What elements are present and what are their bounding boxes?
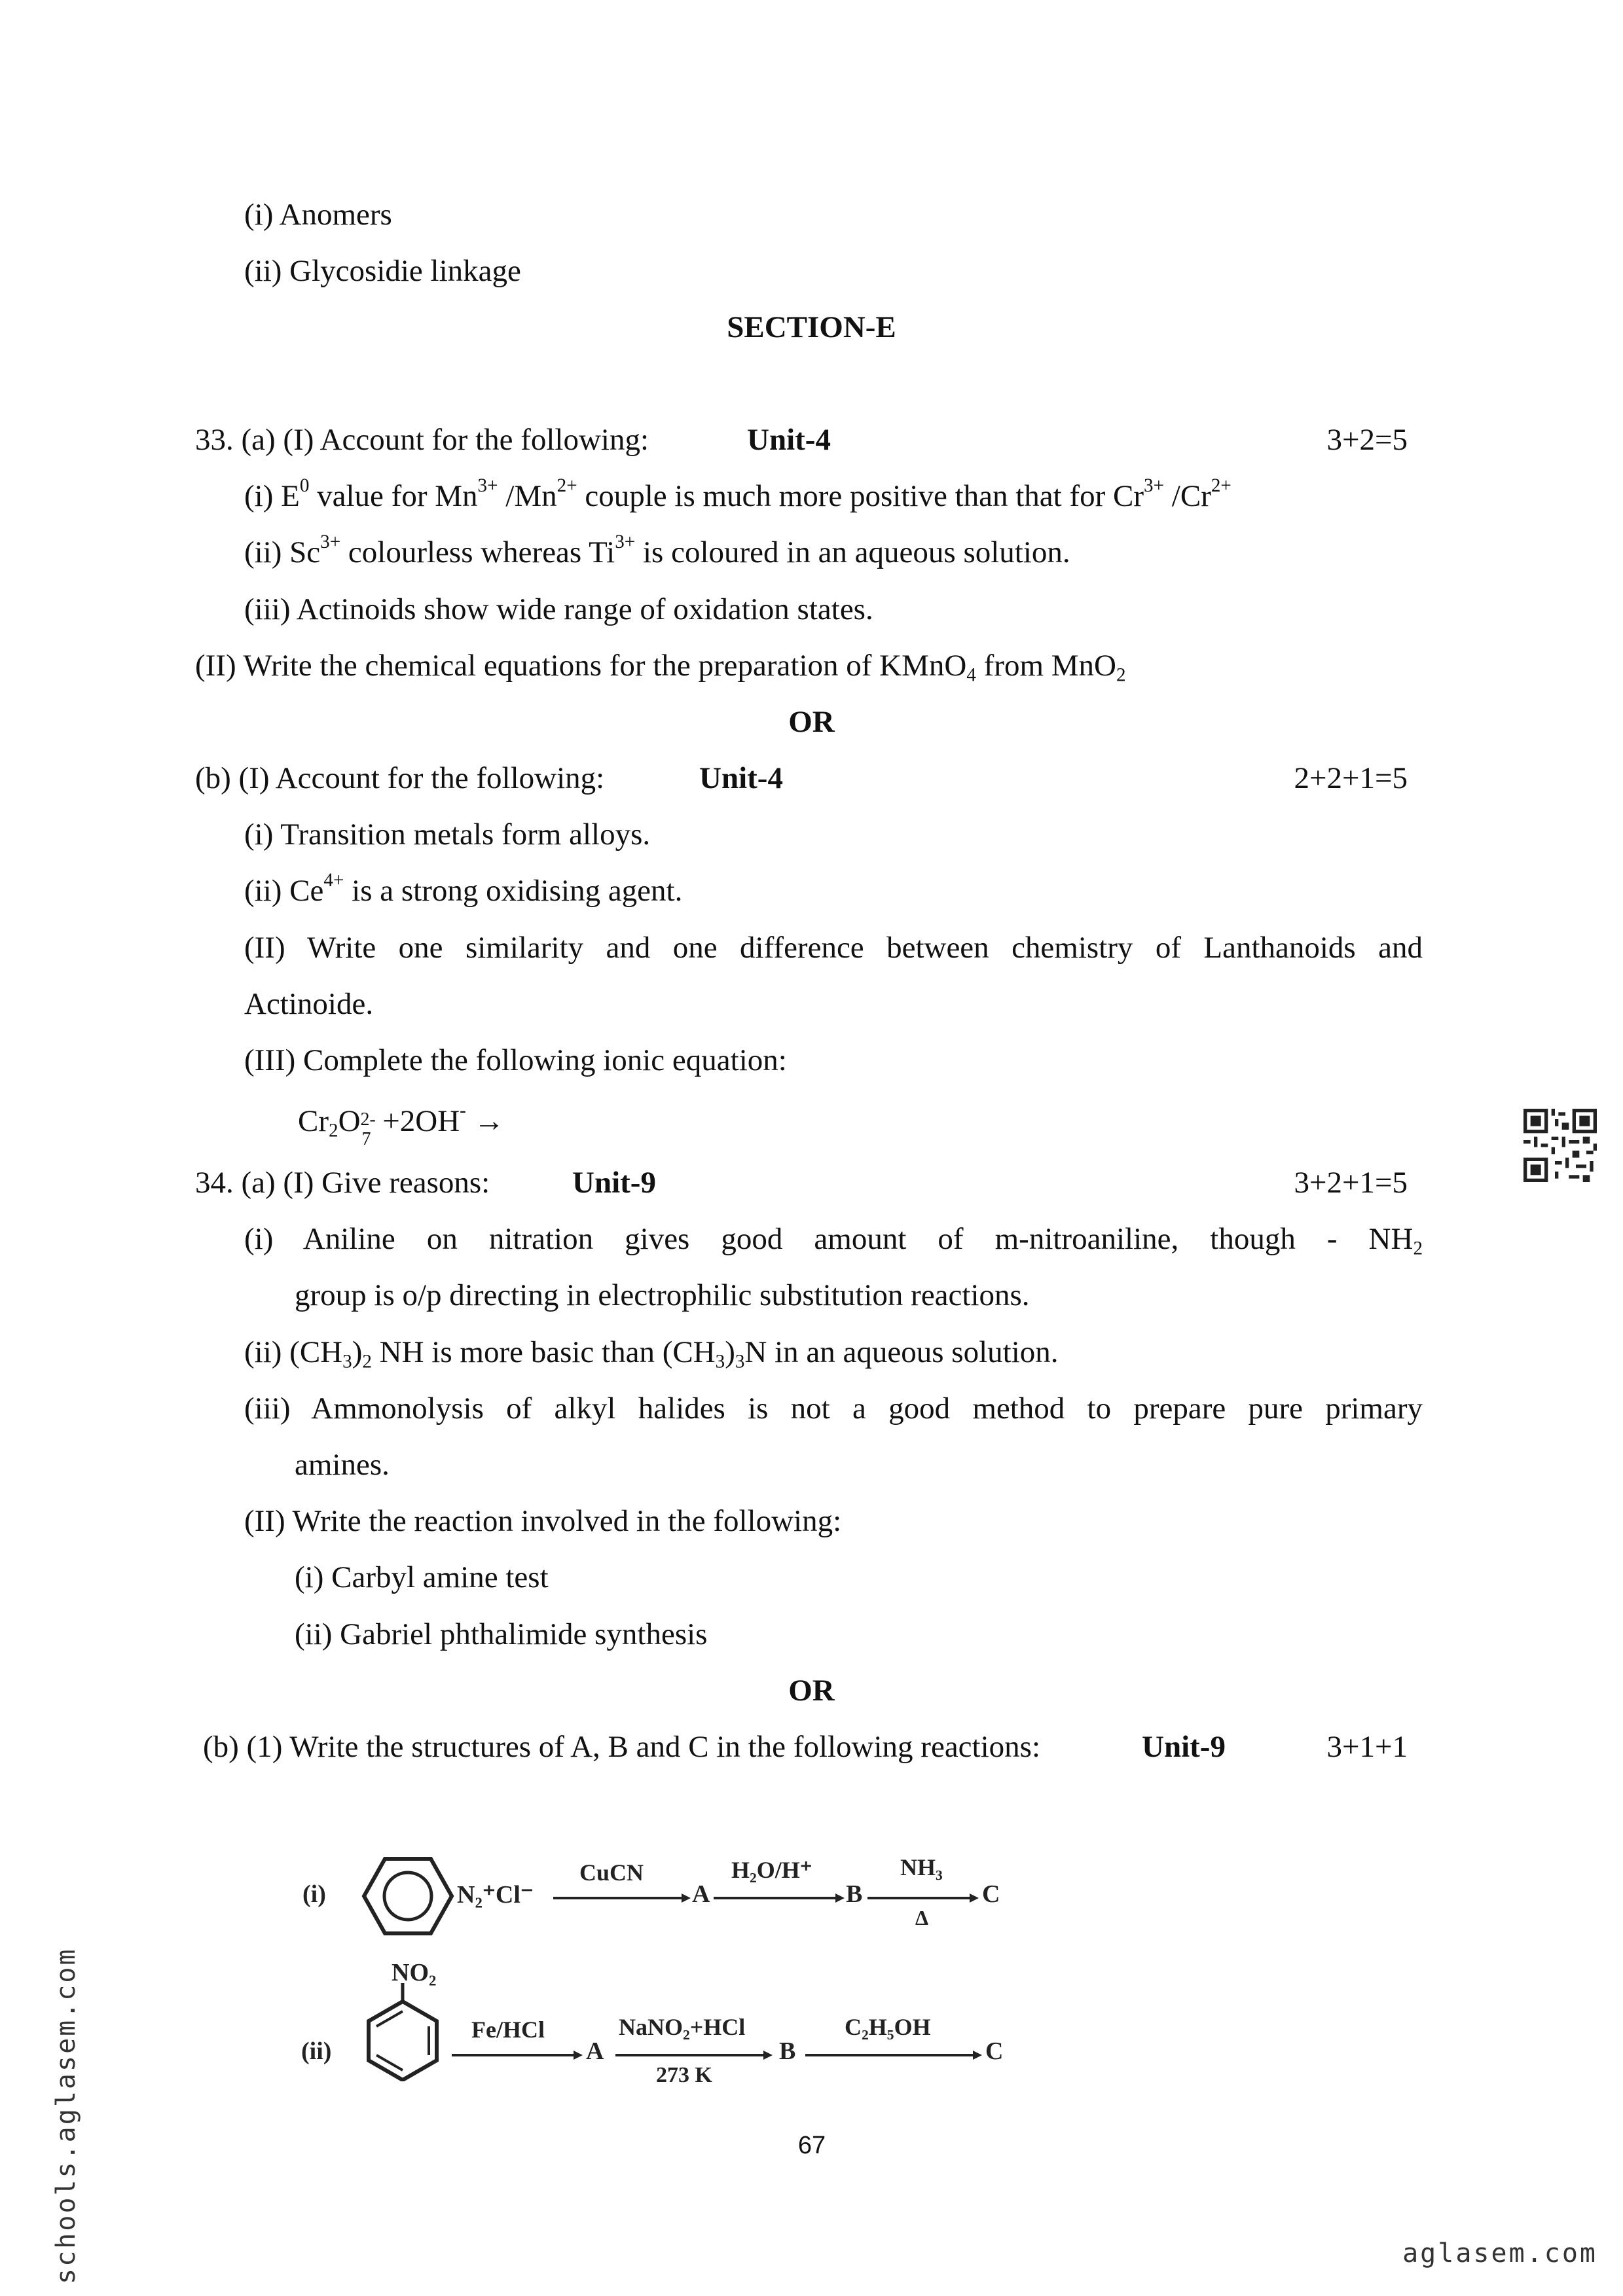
q34a-part-II: (II) Write the reaction involved in the following: [244,1504,842,1538]
q33b-part-II-line1: (II) Write one similarity and one difference between chemistry of Lanthanoids and [244,931,1423,965]
product-a-2: A [586,2037,604,2065]
q34a-part-i-line1: (i) Aniline on nitration gives good amount of m-nitroaniline, though - $NH_2$ [244,1222,1423,1259]
side-watermark: schools.aglasem.com [51,1947,81,2284]
benzene-ring-2 [363,1983,442,2081]
benzene-ring-1 [359,1854,457,1939]
carbylamine-item: (i) Carbyl amine test [295,1560,549,1594]
or-divider-2: OR [788,1674,835,1708]
q34a-part-iii-line1: (iii) Ammonolysis of alkyl halides is not a good method to prepare pure primary [244,1391,1423,1426]
arrow-1-3 [867,1892,979,1905]
arrow-2-2 [615,2049,773,2062]
q33a-part-iii: (iii) Actinoids show wide range of oxidation states. [244,592,873,626]
heat-condition: Δ [915,1906,929,1929]
q33a-part-II: (II) Write the chemical equations for the preparation of KMnO$_4$ from MnO$_2$ [195,649,1126,686]
q34a-marks: 3+2+1=5 [1294,1166,1408,1200]
anomers-item: (i) Anomers [244,198,392,232]
product-b-2: B [779,2037,796,2065]
arrow-1-1 [553,1892,691,1905]
ionic-equation: $Cr_2O$ 2- 7 +2OH- → [298,1100,505,1150]
q33b-marks: 2+2+1=5 [1294,761,1408,795]
q33b-part-II-line2: Actinoide. [244,987,374,1021]
section-heading: SECTION-E [727,310,896,344]
q34b-unit: Unit-9 [1142,1730,1226,1764]
product-b-1: B [846,1880,863,1908]
q33a-heading: 33. (a) (I) Account for the following: [195,423,649,457]
q34a-part-i-line2: group is o/p directing in electrophilic substitution reactions. [295,1278,1030,1312]
q34b-marks: 3+1+1 [1326,1730,1408,1764]
q33b-part-i: (i) Transition metals form alloys. [244,817,651,852]
qr-code-icon [1523,1109,1597,1182]
q34a-heading: 34. (a) (I) Give reasons: [195,1166,490,1200]
arrow-2-1 [452,2049,583,2062]
reagent-cucn: CuCN [579,1859,644,1886]
arrow-1-2 [714,1892,845,1905]
q34b-heading: (b) (1) Write the structures of A, B and C in the following reactions: [203,1730,1041,1764]
q33b-part-III: (III) Complete the following ionic equation: [244,1043,787,1077]
reaction-2-label: (ii) [301,2037,332,2065]
product-a-1: A [692,1880,710,1908]
product-c-1: C [982,1880,1000,1908]
q33a-marks: 3+2=5 [1326,423,1408,457]
reagent-ethanol: C₂H₅OH [845,2014,931,2040]
nitro-substituent: NO₂ [392,1959,437,1986]
reagent-nano2-hcl: NaNO₂+HCl [619,2014,746,2040]
q33b-part-ii: (ii) $Ce^{4+}$ is a strong oxidising agent. [244,870,683,908]
q33b-heading: (b) (I) Account for the following: [195,761,605,795]
q33a-part-i: (i) $E^0$ value for $Mn^{3+}$ $/Mn^{2+}$ couple is much more positive than that for $Cr^{3+}$ $/Cr^{2+}$ [244,475,1231,513]
reaction-1-label: (i) [302,1880,326,1908]
reagent-nh3: NH₃ [900,1854,943,1880]
q33b-unit: Unit-4 [699,761,783,795]
reagent-h2o-h: H₂O/H⁺ [731,1857,812,1883]
q33a-unit: Unit-4 [747,423,831,457]
q34a-part-iii-line2: amines. [295,1448,390,1482]
gabriel-item: (ii) Gabriel phthalimide synthesis [295,1617,708,1651]
diazonium-substituent: N₂⁺Cl⁻ [457,1881,534,1909]
q34a-part-ii: (ii) $(CH_3)_2$ NH is more basic than $(CH_3)_3N$ in an aqueous solution. [244,1335,1059,1372]
reagent-fe-hcl: Fe/HCl [471,2017,545,2043]
arrow-2-3 [805,2049,982,2062]
page-number: 67 [797,2132,826,2159]
or-divider: OR [788,705,835,739]
q33a-part-ii: (ii) $Sc^{3+}$ colourless whereas $Ti^{3+}$ is coloured in an aqueous solution. [244,531,1070,569]
bottom-watermark: aglasem.com [1402,2238,1597,2269]
temperature-condition: 273 K [656,2063,712,2087]
q34a-unit: Unit-9 [572,1166,656,1200]
product-c-2: C [985,2037,1004,2065]
glycosidic-item: (ii) Glycosidie linkage [244,254,521,288]
